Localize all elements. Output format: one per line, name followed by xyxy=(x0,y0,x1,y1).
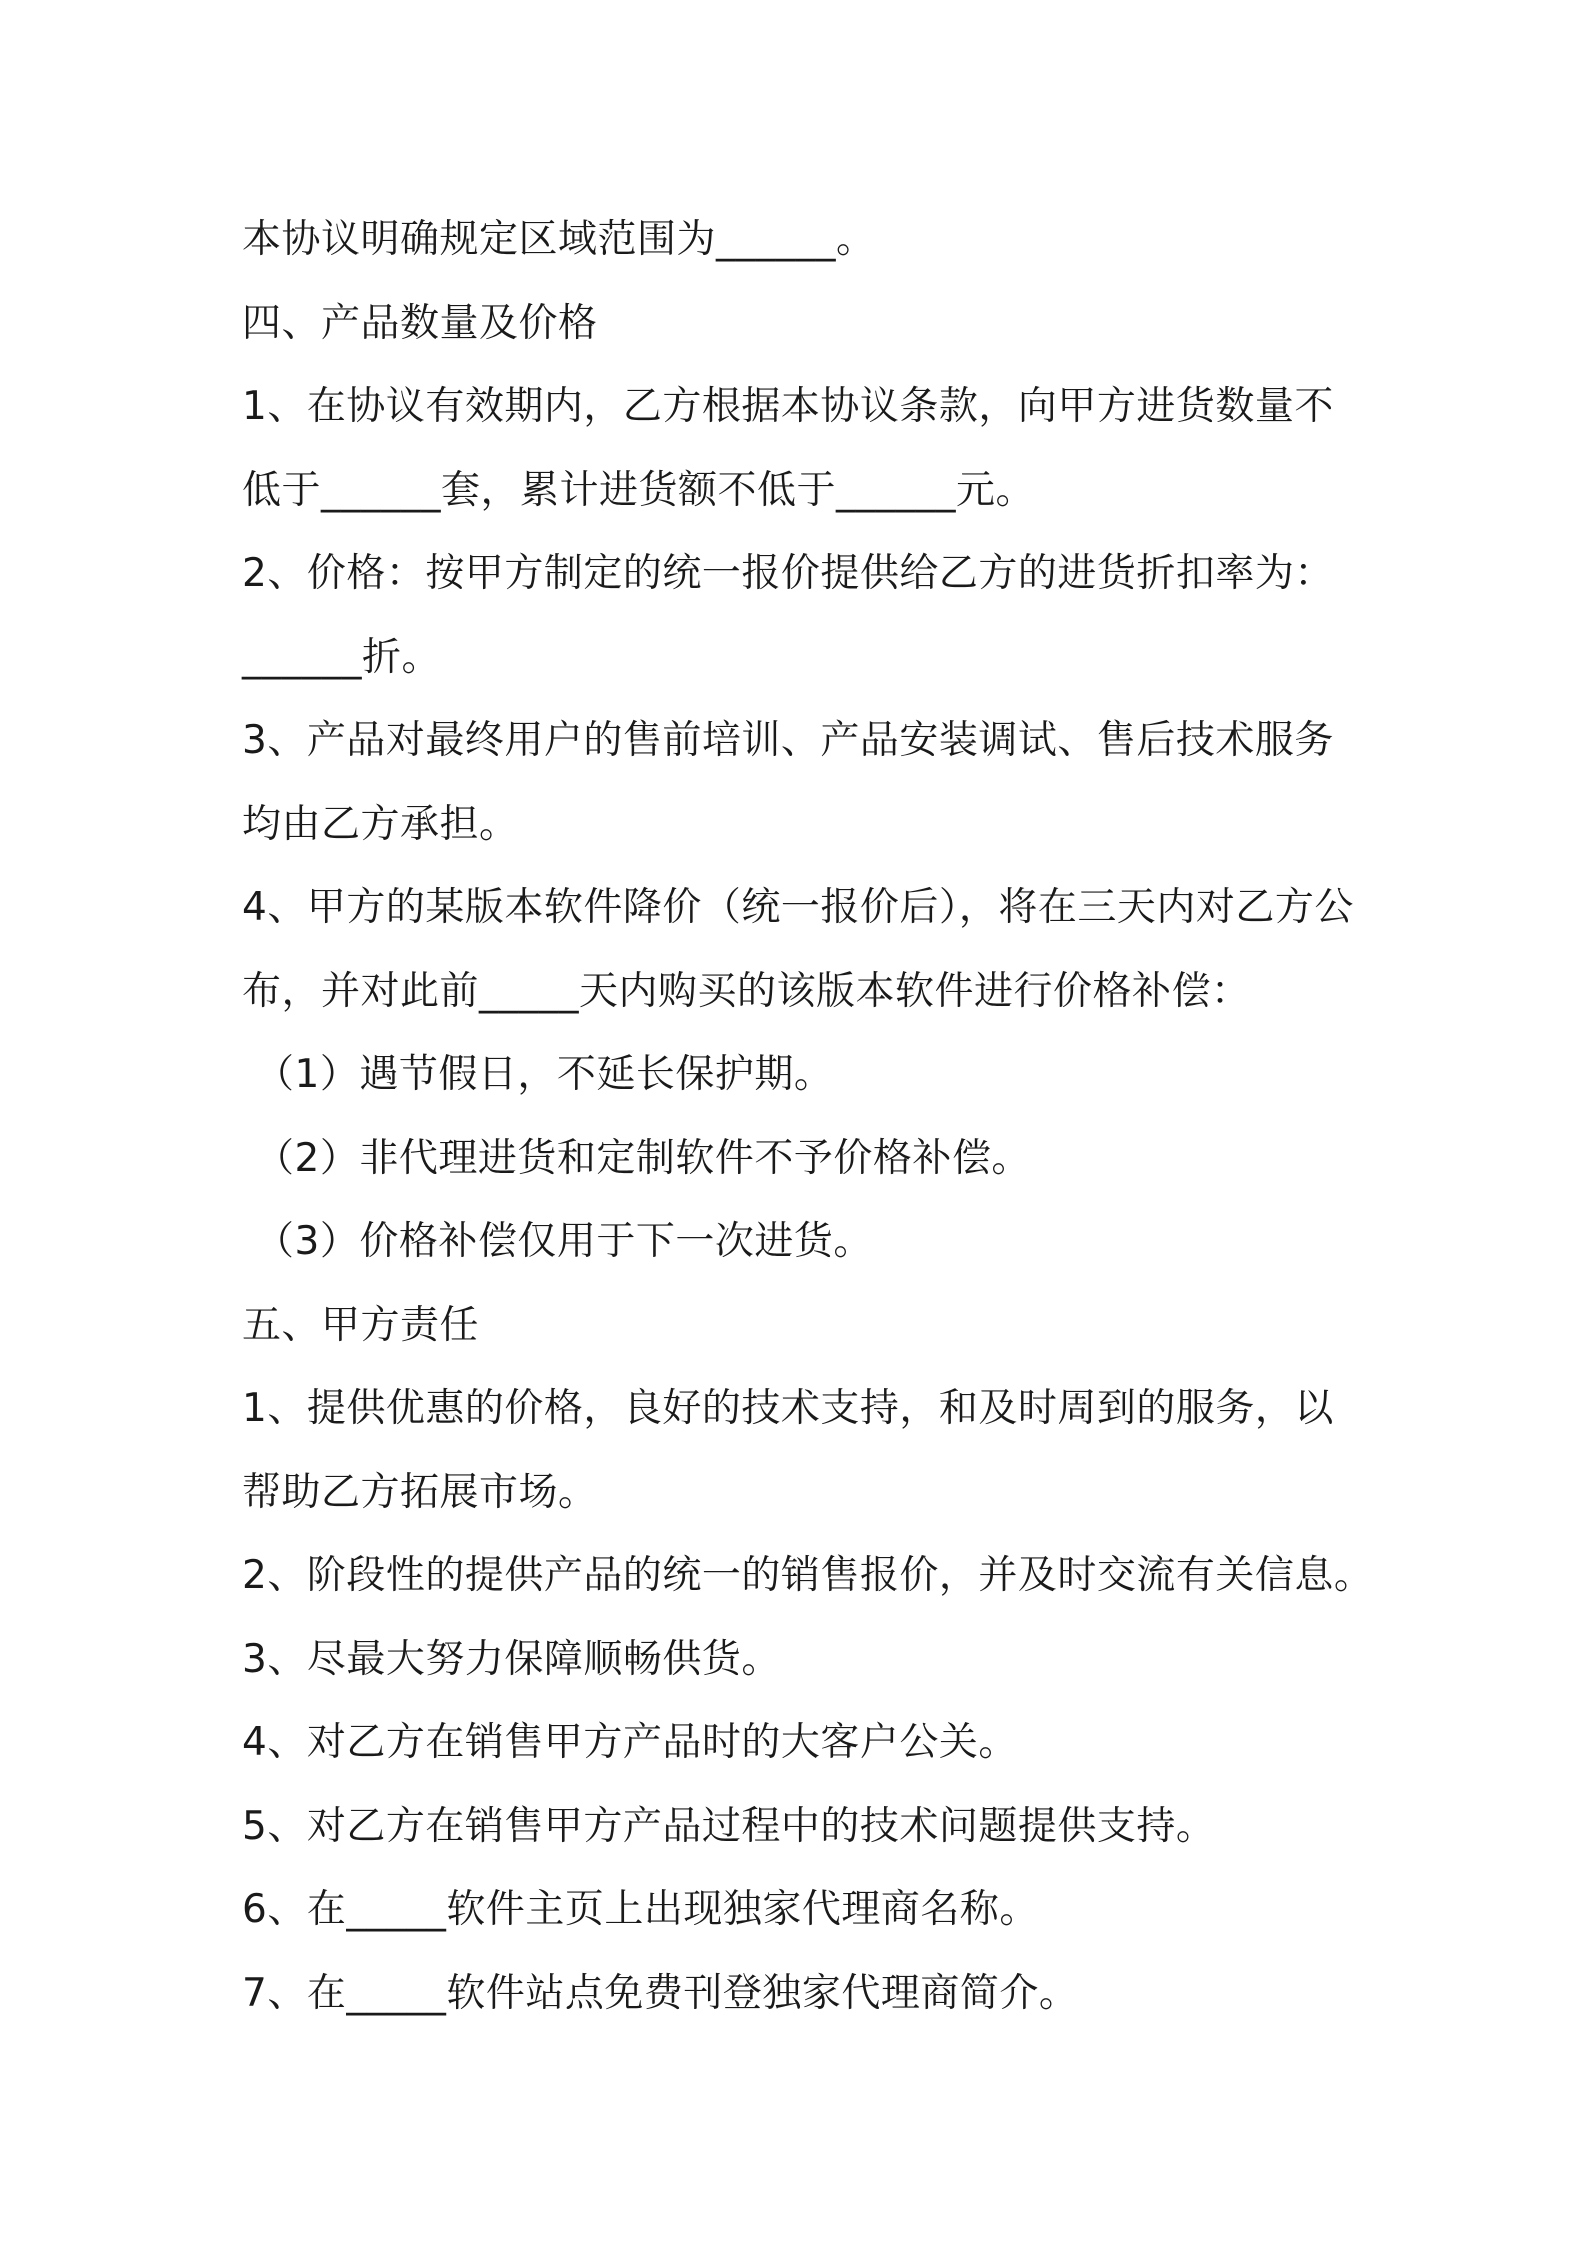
clause-4-3-line-1: 3、产品对最终用户的售前培训、产品安装调试、售后技术服务 xyxy=(242,718,1334,763)
sub-clause-1: （1）遇节假日，不延长保护期。 xyxy=(255,1052,834,1097)
clause-5-1-line-2: 帮助乙方拓展市场。 xyxy=(242,1469,598,1515)
clause-4-4-line-2: 布，并对此前_____天内购买的该版本软件进行价格补偿： xyxy=(242,968,1251,1014)
clause-5-2: 2、阶段性的提供产品的统一的销售报价，并及时交流有关信息。 xyxy=(242,1553,1374,1598)
clause-5-5: 5、对乙方在销售甲方产品过程中的技术问题提供支持。 xyxy=(242,1803,1216,1849)
clause-4-2-line-2: ______折。 xyxy=(242,634,442,680)
sub-clause-3: （3）价格补偿仅用于下一次进货。 xyxy=(255,1219,873,1264)
region-scope-line: 本协议明确规定区域范围为______。 xyxy=(242,217,876,262)
clause-5-7: 7、在_____软件站点免费刊登独家代理商简介。 xyxy=(242,1970,1079,2016)
clause-5-3: 3、尽最大努力保障顺畅供货。 xyxy=(242,1636,781,1682)
clause-4-1-line-2: 低于______套，累计进货额不低于______元。 xyxy=(242,467,1036,513)
clause-4-3-line-2: 均由乙方承担。 xyxy=(242,801,519,847)
clause-5-1-line-1: 1、提供优惠的价格，良好的技术支持，和及时周到的服务，以 xyxy=(242,1386,1334,1431)
clause-5-4: 4、对乙方在销售甲方产品时的大客户公关。 xyxy=(242,1720,1018,1765)
document-body xyxy=(242,198,1582,2035)
clause-4-2-line-1: 2、价格：按甲方制定的统一报价提供给乙方的进货折扣率为： xyxy=(242,551,1334,596)
section-heading-quantity-price: 四、产品数量及价格 xyxy=(242,300,598,346)
clause-4-4-line-1: 4、甲方的某版本软件降价（统一报价后），将在三天内对乙方公 xyxy=(242,885,1354,930)
clause-5-6: 6、在_____软件主页上出现独家代理商名称。 xyxy=(242,1887,1039,1932)
section-heading-party-a-duties: 五、甲方责任 xyxy=(242,1302,480,1348)
sub-clause-2: （2）非代理进货和定制软件不予价格补偿。 xyxy=(255,1135,1031,1181)
clause-4-1-line-1: 1、在协议有效期内，乙方根据本协议条款，向甲方进货数量不 xyxy=(242,384,1334,429)
